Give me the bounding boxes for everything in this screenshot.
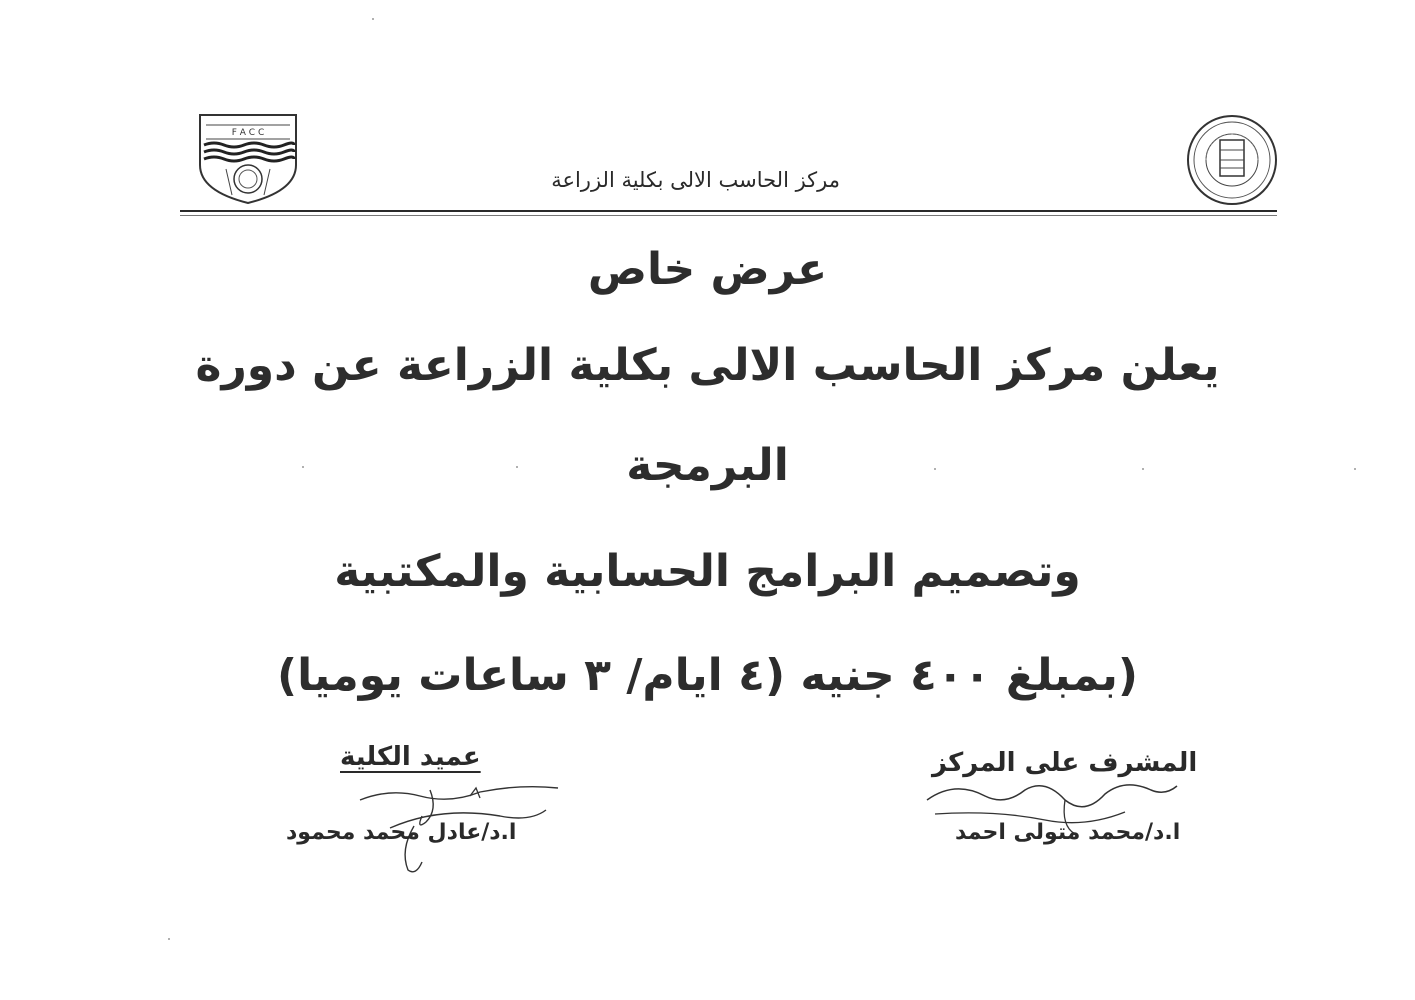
scan-speck	[1142, 468, 1144, 470]
course-name: البرمجة	[626, 440, 789, 491]
offer-heading: عرض خاص	[587, 244, 828, 295]
scan-speck	[934, 468, 936, 470]
scan-speck	[372, 18, 374, 20]
supervisor-role: المشرف على المركز	[932, 748, 1198, 778]
scan-speck	[1354, 468, 1356, 470]
computer-center-logo-icon	[196, 113, 300, 205]
course-description: وتصميم البرامج الحسابية والمكتبية	[334, 546, 1081, 597]
header-title: مركز الحاسب الالى بكلية الزراعة	[551, 168, 840, 192]
dean-role: عميد الكلية	[340, 742, 481, 772]
dean-name: ا.د/عادل محمد محمود	[286, 820, 517, 845]
scan-speck	[168, 938, 170, 940]
price-details: (بمبلغ ٤٠٠ جنيه (٤ ايام/ ٣ ساعات يوميا)	[276, 650, 1139, 701]
scan-speck	[516, 466, 518, 468]
svg-text:F A C C: F A C C	[231, 128, 265, 138]
scan-speck	[302, 466, 304, 468]
faculty-seal-icon	[1186, 114, 1278, 206]
header-divider	[180, 210, 1277, 216]
supervisor-name: ا.د/محمد متولى احمد	[955, 820, 1181, 845]
announcement-text: يعلن مركز الحاسب الالى بكلية الزراعة عن دورة	[195, 340, 1220, 391]
